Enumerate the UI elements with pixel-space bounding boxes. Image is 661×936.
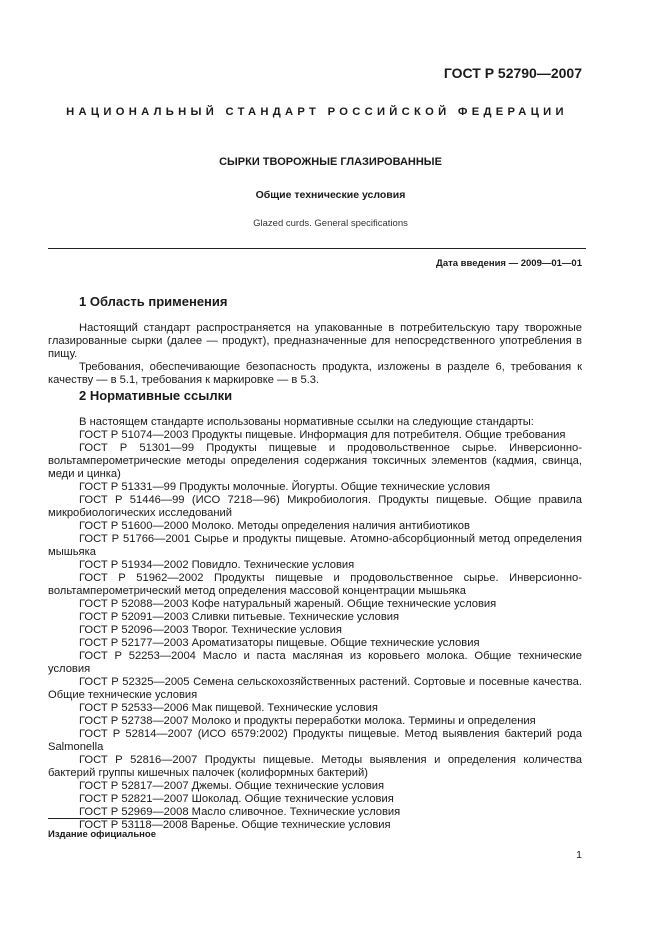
document-number: ГОСТ Р 52790—2007 [443, 65, 582, 81]
footer-divider [48, 818, 198, 819]
introduction-date: Дата введения — 2009—01—01 [436, 258, 582, 269]
reference-item: ГОСТ Р 51600—2000 Молоко. Методы определения наличия антибиотиков [79, 520, 470, 532]
reference-item: ГОСТ Р 51962—2002 Продукты пищевые и продовольственное сырье. Инверсионно-вольтамперометрический метод определения массовой концентрации мышьяка [48, 572, 582, 597]
reference-item: ГОСТ Р 52091—2003 Сливки питьевые. Технические условия [79, 611, 400, 623]
reference-item: ГОСТ Р 52969—2008 Масло сливочное. Технические условия [79, 806, 401, 818]
section-1-body [48, 322, 582, 387]
section-1-paragraph: Требования, обеспечивающие безопасность продукта, изложены в разделе 6, требования к качеству — в 5.1, требования к маркировке — в 5.3. [48, 361, 582, 386]
reference-item: ГОСТ Р 52088—2003 Кофе натуральный жареный. Общие технические условия [79, 598, 497, 610]
reference-item: ГОСТ Р 51074—2003 Продукты пищевые. Информация для потребителя. Общие требования [79, 429, 566, 441]
section-2-intro: В настоящем стандарте использованы нормативные ссылки на следующие стандарты: [79, 416, 534, 428]
national-standard-banner: НАЦИОНАЛЬНЫЙ СТАНДАРТ РОССИЙСКОЙ ФЕДЕРАЦИИ [66, 106, 568, 118]
title-divider [48, 248, 586, 249]
section-1-paragraph: Настоящий стандарт распространяется на упакованные в потребительскую тару творожные глазированные сырки (далее — продукт), предназначенные для непосредственного употребления в пищу. [48, 322, 582, 360]
document-subtitle: Общие технические условия [255, 189, 406, 201]
reference-item: ГОСТ Р 52253—2004 Масло и паста масляная из коровьего молока. Общие технические условия [48, 650, 582, 675]
section-2-heading: 2 Нормативные ссылки [79, 388, 233, 403]
reference-item: ГОСТ Р 51766—2001 Сырье и продукты пищевые. Атомно-абсорбционный метод определения мышьяка [48, 533, 582, 558]
reference-item: ГОСТ Р 52821—2007 Шоколад. Общие технические условия [79, 793, 394, 805]
section-2-body [48, 416, 582, 832]
english-title: Glazed curds. General specifications [253, 218, 408, 229]
edition-note: Издание официальное [48, 829, 156, 840]
reference-item: ГОСТ Р 51934—2002 Повидло. Технические условия [79, 559, 355, 571]
reference-item: ГОСТ Р 52738—2007 Молоко и продукты переработки молока. Термины и определения [79, 715, 536, 727]
reference-item: ГОСТ Р 52814—2007 (ИСО 6579:2002) Продукты пищевые. Метод выявления бактерий рода Salmonella [48, 728, 582, 753]
reference-item: ГОСТ Р 51301—99 Продукты пищевые и продовольственное сырье. Инверсионно-вольтамперометрические методы определения содержания токсичных элементов (кадмия, свинца, меди и цинка) [48, 442, 582, 480]
reference-item: ГОСТ Р 52533—2006 Мак пищевой. Технические условия [79, 702, 378, 714]
page-number: 1 [576, 849, 582, 861]
reference-item: ГОСТ Р 51446—99 (ИСО 7218—96) Микробиология. Продукты пищевые. Общие правила микробиологических исследований [48, 494, 582, 519]
reference-item: ГОСТ Р 52816—2007 Продукты пищевые. Методы выявления и определения количества бактерий группы кишечных палочек (колиформных бактерий) [48, 754, 582, 779]
reference-item: ГОСТ Р 53118—2008 Варенье. Общие технические условия [79, 819, 391, 831]
reference-item: ГОСТ Р 51331—99 Продукты молочные. Йогурты. Общие технические условия [79, 481, 491, 493]
document-title: СЫРКИ ТВОРОЖНЫЕ ГЛАЗИРОВАННЫЕ [219, 156, 442, 168]
reference-item: ГОСТ Р 52817—2007 Джемы. Общие технические условия [79, 780, 385, 792]
section-1-heading: 1 Область применения [79, 294, 228, 309]
reference-item: ГОСТ Р 52177—2003 Ароматизаторы пищевые. Общие технические условия [79, 637, 480, 649]
reference-item: ГОСТ Р 52096—2003 Творог. Технические условия [79, 624, 342, 636]
reference-item: ГОСТ Р 52325—2005 Семена сельскохозяйственных растений. Сортовые и посевные качества. Общие технические условия [48, 676, 582, 701]
